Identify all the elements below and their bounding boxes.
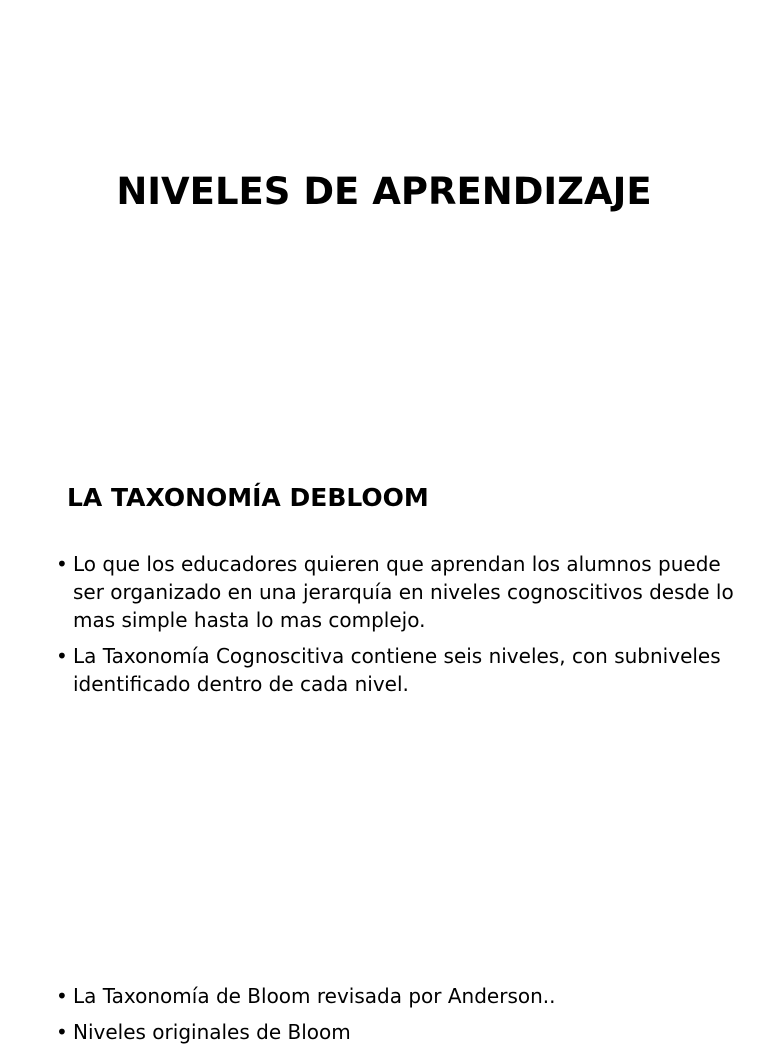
- footer-bullet-list: [56, 982, 736, 1054]
- bullet-text: Lo que los educadores quieren que aprendan los alumnos puede ser organizado en una jerarquía en niveles cognoscitivos desde lo mas simple hasta lo mas complejo.: [73, 552, 734, 632]
- list-item: [56, 550, 736, 634]
- list-item: [56, 642, 736, 698]
- bullet-icon: •: [56, 984, 68, 1008]
- bullet-list: [56, 550, 736, 706]
- bullet-icon: •: [56, 1020, 68, 1044]
- bullet-icon: •: [56, 552, 68, 576]
- list-item: [56, 982, 736, 1010]
- slide-title: NIVELES DE APRENDIZAJE: [116, 170, 652, 213]
- section-heading: LA TAXONOMÍA DEBLOOM: [67, 483, 429, 512]
- list-item: [56, 1018, 736, 1046]
- bullet-text: La Taxonomía Cognoscitiva contiene seis niveles, con subniveles identificado dentro de cada nivel.: [73, 644, 721, 696]
- bullet-text: La Taxonomía de Bloom revisada por Anderson..: [73, 984, 556, 1008]
- bullet-icon: •: [56, 644, 68, 668]
- bullet-text: Niveles originales de Bloom: [73, 1020, 351, 1044]
